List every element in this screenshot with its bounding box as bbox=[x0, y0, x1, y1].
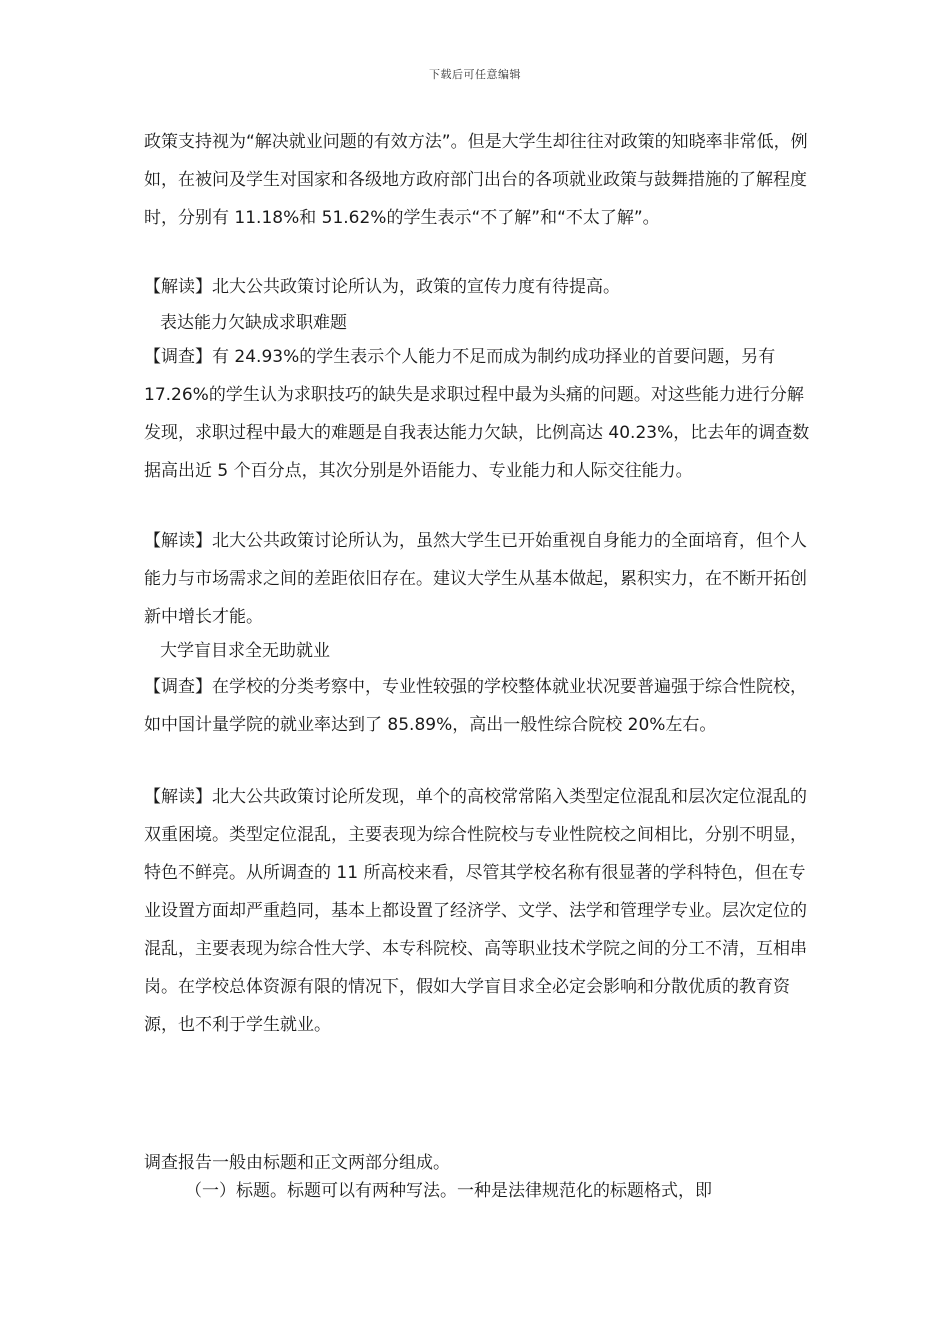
paragraph-report-structure: 调查报告一般由标题和正文两部分组成。 bbox=[144, 1153, 450, 1173]
paragraph-title-section: （一）标题。标题可以有两种写法。一种是法律规范化的标题格式，即 bbox=[185, 1181, 712, 1201]
page-header: 下载后可任意编辑 bbox=[429, 68, 521, 81]
section-heading-blind-pursuit: 大学盲目求全无助就业 bbox=[160, 641, 330, 661]
paragraph-survey-ability: 【调查】有 24.93%的学生表示个人能力不足而成为制约成功择业的首要问题，另有 17.26%的学生认为求职技巧的缺失是求职过程中最为头痛的问题。对这些能力进行分解发现，求职过程中最大的难题是自我表达能力欠缺，比例高达 40.23%，比去年的调查数据高出近 5 个百分点，其次分别是外语能力、专业能力和人际交往能力。 bbox=[144, 347, 810, 481]
paragraph-interpretation-2: 【解读】北大公共政策讨论所认为，虽然大学生已开始重视自身能力的全面培育，但个人能力与市场需求之间的差距依旧存在。建议大学生从基本做起，累积实力，在不断开拓创新中增长才能。 bbox=[144, 531, 807, 627]
section-heading-expression: 表达能力欠缺成求职难题 bbox=[160, 313, 347, 333]
paragraph-survey-schools: 【调查】在学校的分类考察中，专业性较强的学校整体就业状况要普遍强于综合性院校，如中国计量学院的就业率达到了 85.89%，高出一般性综合院校 20%左右。 bbox=[144, 677, 807, 735]
paragraph-interpretation-3: 【解读】北大公共政策讨论所发现，单个的高校常常陷入类型定位混乱和层次定位混乱的双重困境。类型定位混乱，主要表现为综合性院校与专业性院校之间相比，分别不明显，特色不鲜亮。从所调查的 11 所高校来看，尽管其学校名称有很显著的学科特色，但在专业设置方面却严重趋同，基本上都设置了经济学、文学、法学和管理学专业。层次定位的混乱，主要表现为综合性大学、本专科院校、高等职业技术学院之间的分工不清，互相串岗。在学校总体资源有限的情况下，假如大学盲目求全必定会影响和分散优质的教育资源，也不利于学生就业。 bbox=[144, 787, 807, 1035]
paragraph-policy-awareness: 政策支持视为“解决就业问题的有效方法”。但是大学生却往往对政策的知晓率非常低，例如，在被问及学生对国家和各级地方政府部门出台的各项就业政策与鼓舞措施的了解程度时，分别有 11.18%和 51.62%的学生表示“不了解”和“不太了解”。 bbox=[144, 132, 808, 228]
paragraph-interpretation-1: 【解读】北大公共政策讨论所认为，政策的宣传力度有待提高。 bbox=[144, 277, 620, 297]
